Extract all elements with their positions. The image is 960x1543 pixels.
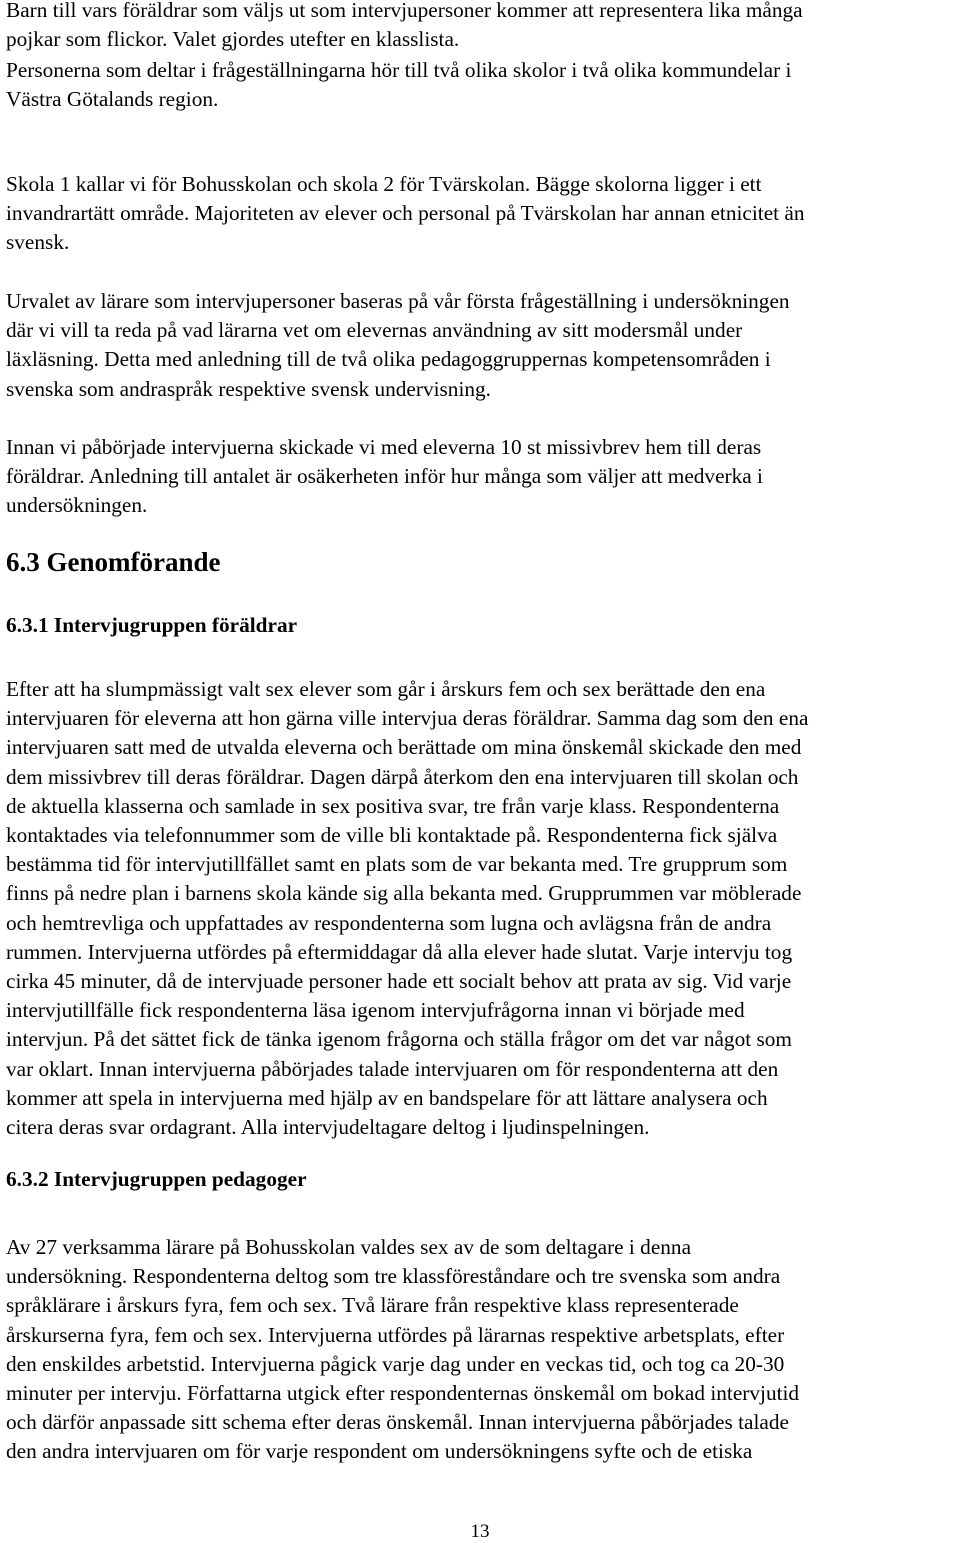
text-line: intervjun. På det sättet fick de tänka igenom frågorna och ställa frågor om det var något som xyxy=(6,1027,792,1052)
page-number: 13 xyxy=(470,1521,490,1542)
text-line: minuter per intervju. Författarna utgick efter respondenternas önskemål om bokad intervjutid xyxy=(6,1381,800,1406)
text-line: kommer att spela in intervjuerna med hjälp av en bandspelare för att lättare analysera och xyxy=(6,1085,768,1110)
text-line: bestämma tid för intervjutillfället samt en plats som de var bekanta med. Tre grupprum som xyxy=(6,852,788,877)
text-line: och därför anpassade sitt schema efter deras önskemål. Innan intervjuerna påbörjades talade xyxy=(6,1410,789,1435)
text-line: Urvalet av lärare som intervjupersoner baseras på vår första frågeställning i undersökningen xyxy=(6,289,790,313)
paragraph-4 xyxy=(6,287,956,404)
text-line: Skola 1 kallar vi för Bohusskolan och skola 2 för Tvärskolan. Bägge skolorna ligger i ett xyxy=(6,172,762,196)
text-line: citera deras svar ordagrant. Alla intervjudeltagare deltog i ljudinspelningen. xyxy=(6,1115,650,1140)
paragraph-parents-interviews xyxy=(6,675,956,1142)
text-line: Av 27 verksamma lärare på Bohusskolan valdes sex av de som deltagare i denna xyxy=(6,1235,692,1259)
text-line: kontaktades via telefonnummer som de ville bli kontaktade på. Respondenterna fick själva xyxy=(6,823,778,848)
text-line: intervjuaren för eleverna att hon gärna ville intervjua deras föräldrar. Samma dag som den ena xyxy=(6,706,809,731)
text-line: Barn till vars föräldrar som väljs ut som intervjupersoner kommer att representera lika många xyxy=(6,0,803,22)
paragraph-3 xyxy=(6,170,956,258)
text-line: dem missivbrev till deras föräldrar. Dagen därpå återkom den ena intervjuaren till skolan och xyxy=(6,764,799,789)
text-line: intervjutillfälle fick respondenterna läsa igenom intervjufrågorna innan vi började med xyxy=(6,998,745,1023)
paragraph-2 xyxy=(6,56,956,114)
text-line: svenska som andraspråk respektive svensk undervisning. xyxy=(6,376,491,401)
paragraph-1 xyxy=(6,0,956,54)
text-line: invandrartätt område. Majoriteten av elever och personal på Tvärskolan har annan etnicitet än xyxy=(6,201,805,226)
text-line: Personerna som deltar i frågeställningarna hör till två olika skolor i två olika kommundelar i xyxy=(6,58,792,82)
text-line: de aktuella klasserna och samlade in sex positiva svar, tre från varje klass. Respondenterna xyxy=(6,793,780,818)
subsection-heading-parents: 6.3.1 Intervjugruppen föräldrar xyxy=(6,613,298,637)
text-line: svensk. xyxy=(6,230,70,255)
subsection-heading-teachers: 6.3.2 Intervjugruppen pedagoger xyxy=(6,1167,307,1191)
text-line: undersökning. Respondenterna deltog som tre klassföreståndare och tre svenska som andra xyxy=(6,1264,781,1289)
text-line: där vi vill ta reda på vad lärarna vet om elevernas användning av sitt modersmål under xyxy=(6,318,743,343)
text-line: var oklart. Innan intervjuerna påbörjades talade intervjuaren om för respondenterna att den xyxy=(6,1056,779,1081)
text-line: Västra Götalands region. xyxy=(6,87,219,112)
text-line: cirka 45 minuter, då de intervjuade personer hade ett socialt behov att prata av sig. Vid varje xyxy=(6,969,792,994)
text-line: intervjuaren satt med de utvalda eleverna och berättade om mina önskemål skickade den med xyxy=(6,735,802,760)
text-line: den andra intervjuaren om för varje respondent om undersökningens syfte och de etiska xyxy=(6,1439,753,1464)
text-line: årskurserna fyra, fem och sex. Intervjuerna utfördes på lärarnas respektive arbetsplats, efter xyxy=(6,1322,785,1347)
text-line: och hemtrevliga och uppfattades av respondenterna som lugna och avlägsna från de andra xyxy=(6,910,772,935)
text-line: undersökningen. xyxy=(6,493,148,518)
text-line: den enskildes arbetstid. Intervjuerna pågick varje dag under en veckas tid, och tog ca 20-30 xyxy=(6,1351,785,1376)
text-line: Innan vi påbörjade intervjuerna skickade vi med eleverna 10 st missivbrev hem till deras xyxy=(6,435,762,459)
text-line: rummen. Intervjuerna utfördes på eftermiddagar då alla elever hade slutat. Varje intervju tog xyxy=(6,939,793,964)
text-line: läxläsning. Detta med anledning till de två olika pedagoggruppernas kompetensområden i xyxy=(6,347,771,372)
text-line: föräldrar. Anledning till antalet är osäkerheten inför hur många som väljer att medverka i xyxy=(6,464,763,489)
text-line: Efter att ha slumpmässigt valt sex elever som går i årskurs fem och sex berättade den ena xyxy=(6,677,766,701)
paragraph-5 xyxy=(6,433,956,521)
text-line: pojkar som flickor. Valet gjordes utefter en klasslista. xyxy=(6,27,460,52)
paragraph-teachers-interviews xyxy=(6,1233,956,1467)
section-heading: 6.3 Genomförande xyxy=(6,547,221,577)
text-line: finns på nedre plan i barnens skola kände sig alla bekanta med. Grupprummen var möblerade xyxy=(6,881,802,906)
text-line: språklärare i årskurs fyra, fem och sex. Två lärare från respektive klass representerade xyxy=(6,1293,739,1318)
